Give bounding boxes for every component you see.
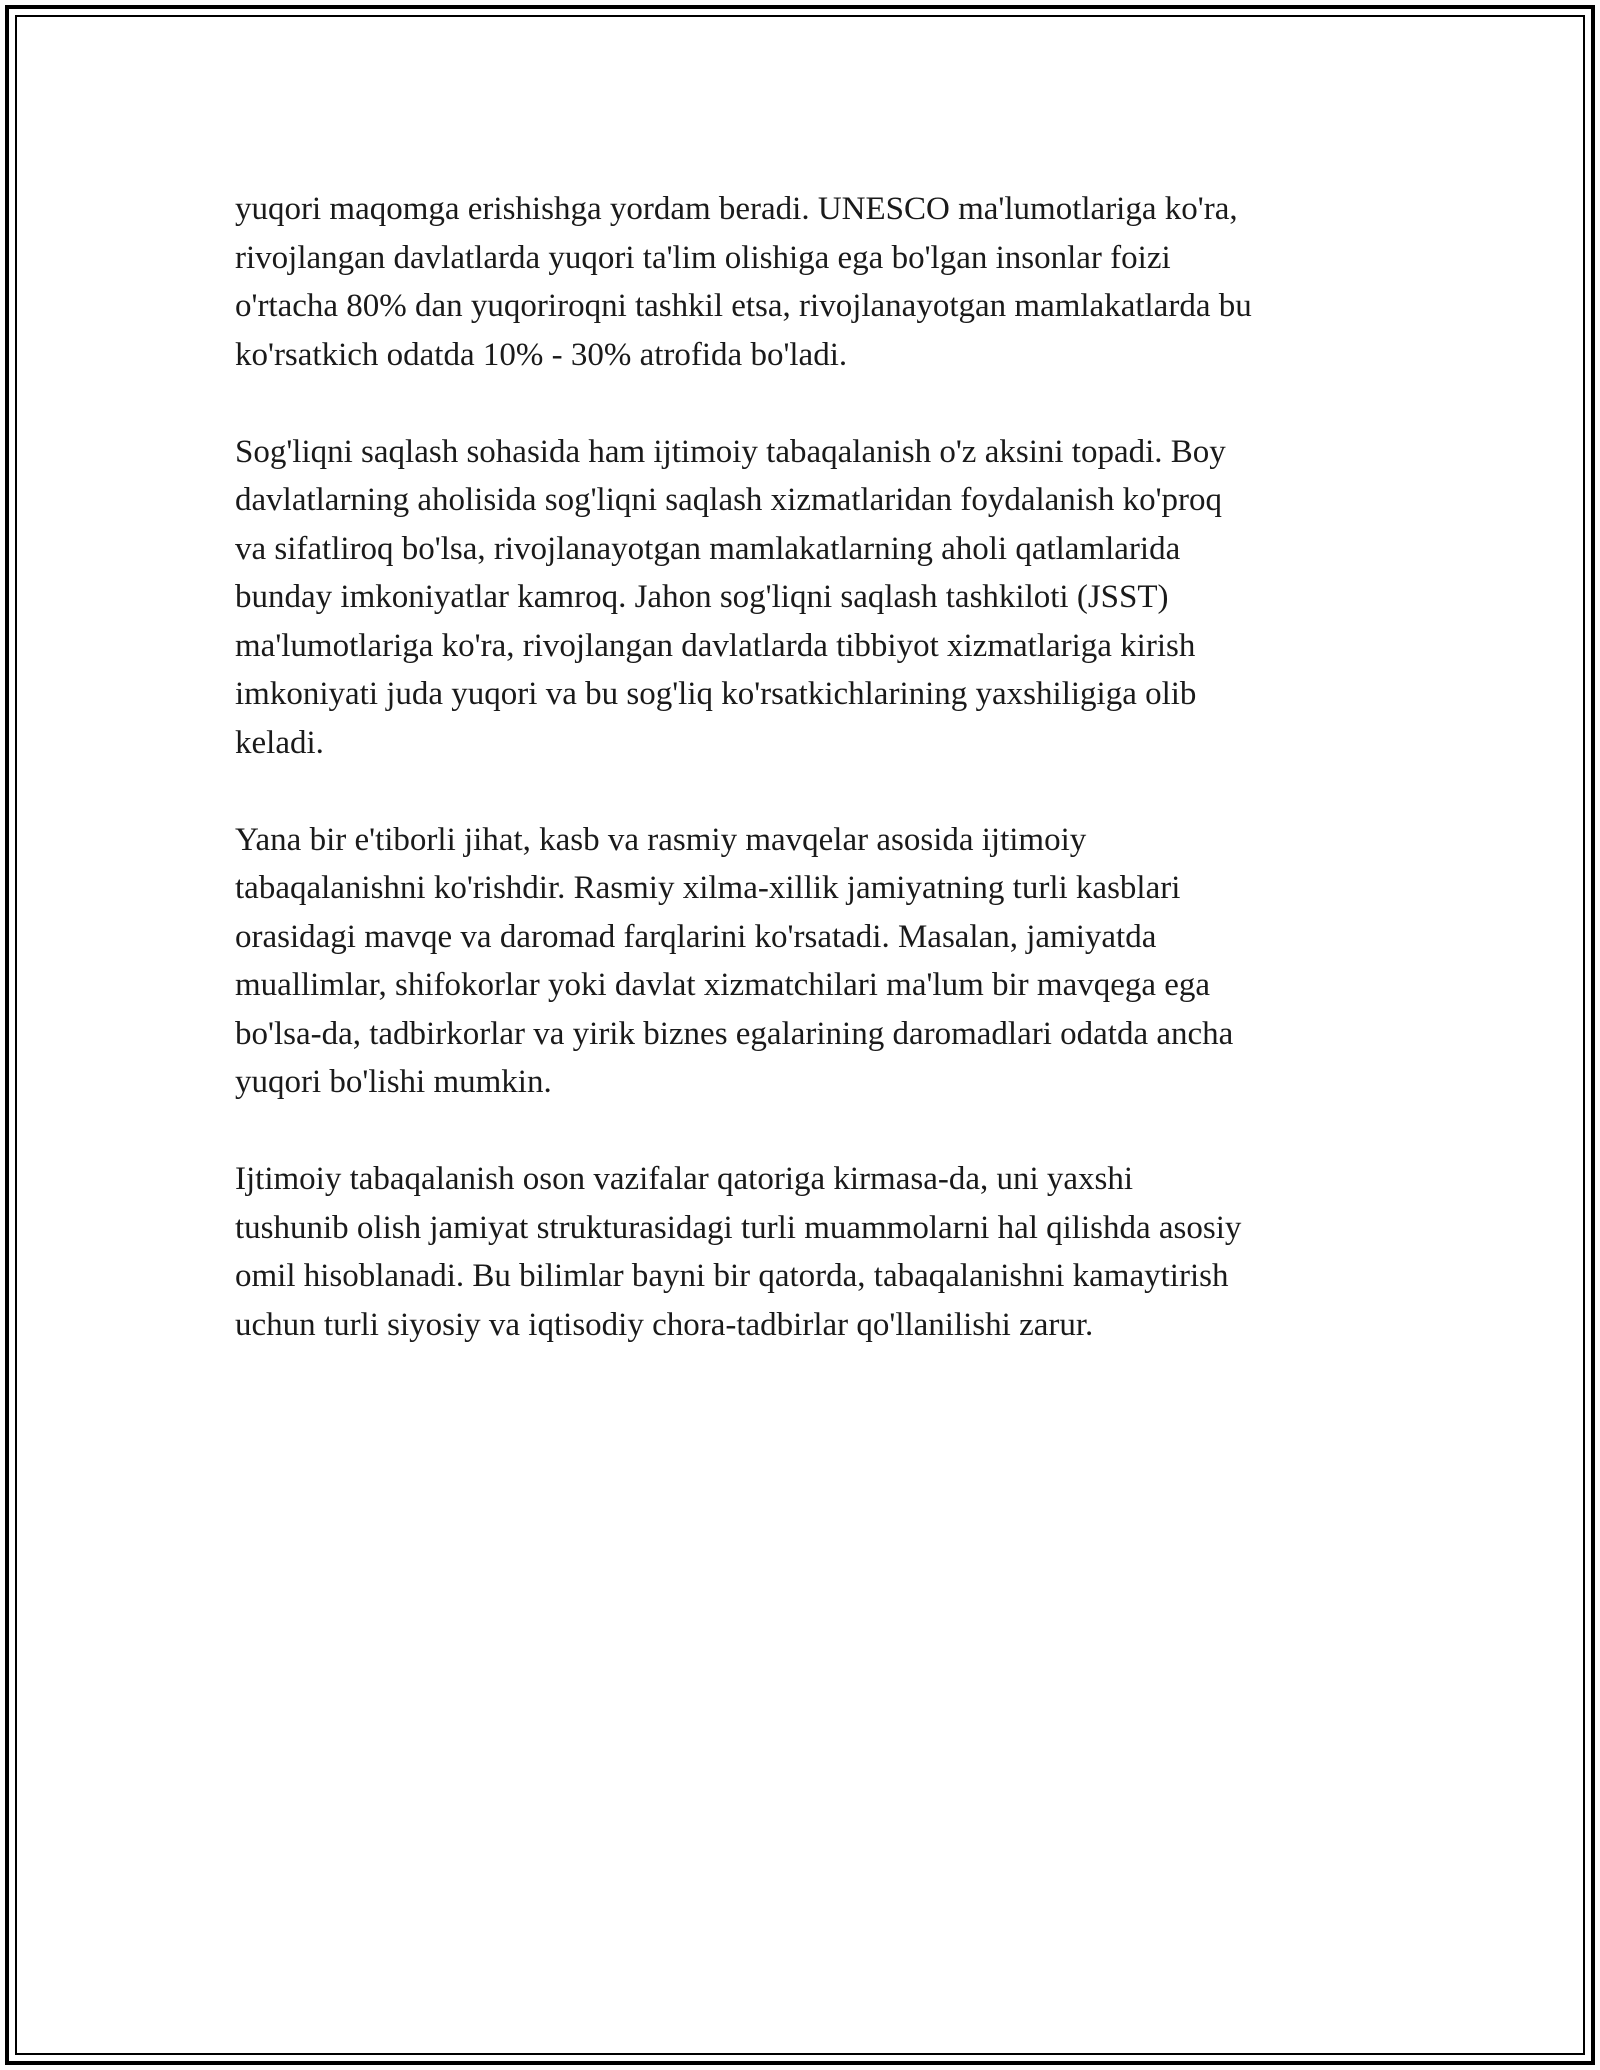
text-line: omil hisoblanadi. Bu bilimlar bayni bir qatorda, tabaqalanishni kamaytirish (235, 1258, 1229, 1294)
paragraph (235, 1155, 1385, 1349)
text-line: tushunib olish jamiyat strukturasidagi turli muammolarni hal qilishda asosiy (235, 1209, 1242, 1246)
text-line: ko'rsatkich odatda 10% - 30% atrofida bo'ladi. (235, 336, 848, 373)
text-line: uchun turli siyosiy va iqtisodiy chora-tadbirlar qo'llanilishi zarur. (235, 1306, 1094, 1343)
text-line: Yana bir e'tiborli jihat, kasb va rasmiy mavqelar asosida ijtimoiy (235, 821, 1087, 858)
text-line: imkoniyati juda yuqori va bu sog'liq ko'rsatkichlarining yaxshiligiga olib (235, 676, 1197, 712)
text-line: Sog'liqni saqlash sohasida ham ijtimoiy tabaqalanish o'z aksini topadi. Boy (235, 433, 1226, 470)
paragraph (235, 816, 1385, 1107)
text-line: yuqori bo'lishi mumkin. (235, 1064, 552, 1100)
text-line: rivojlangan davlatlarda yuqori ta'lim olishiga ega bo'lgan insonlar foizi (235, 239, 1171, 276)
text-line: bunday imkoniyatlar kamroq. Jahon sog'liqni saqlash tashkiloti (JSST) (235, 579, 1169, 615)
text-line: bo'lsa-da, tadbirkorlar va yirik biznes egalarining daromadlari odatda ancha (235, 1015, 1234, 1052)
text-line: ma'lumotlariga ko'ra, rivojlangan davlatlarda tibbiyot xizmatlariga kirish (235, 627, 1196, 664)
paragraph (235, 185, 1385, 379)
text-line: keladi. (235, 724, 324, 761)
text-line: yuqori maqomga erishishga yordam beradi. UNESCO ma'lumotlariga ko'ra, (235, 191, 1238, 227)
text-line: davlatlarning aholisida sog'liqni saqlash xizmatlaridan foydalanish ko'proq (235, 482, 1223, 518)
text-line: Ijtimoiy tabaqalanish oson vazifalar qatoriga kirmasa-da, uni yaxshi (235, 1161, 1134, 1197)
text-line: orasidagi mavqe va daromad farqlarini ko'rsatadi. Masalan, jamiyatda (235, 918, 1157, 955)
text-line: muallimlar, shifokorlar yoki davlat xizmatchilari ma'lum bir mavqega ega (235, 967, 1211, 1003)
text-line: tabaqalanishni ko'rishdir. Rasmiy xilma-xillik jamiyatning turli kasblari (235, 870, 1181, 906)
document-body (235, 185, 1385, 1398)
text-line: va sifatliroq bo'lsa, rivojlanayotgan mamlakatlarning aholi qatlamlarida (235, 530, 1181, 567)
text-line: o'rtacha 80% dan yuqoriroqni tashkil etsa, rivojlanayotgan mamlakatlarda bu (235, 288, 1252, 324)
paragraph (235, 428, 1385, 768)
